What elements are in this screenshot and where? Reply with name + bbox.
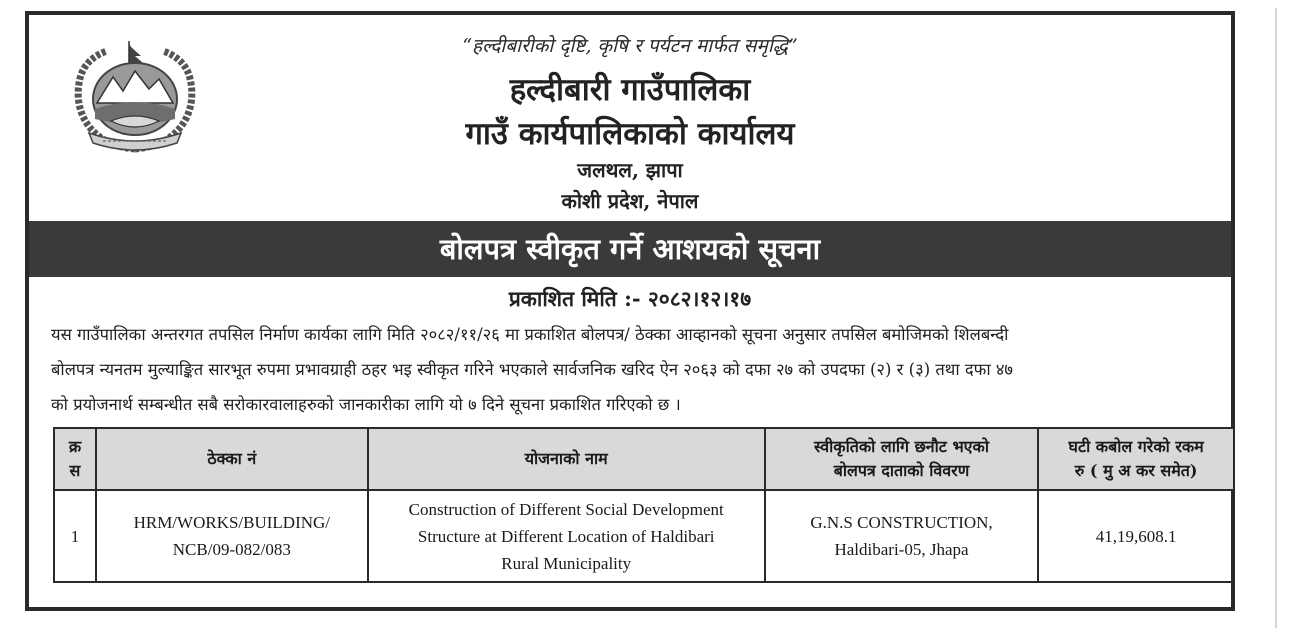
header-contract-number: ठेक्का नं bbox=[96, 428, 368, 490]
notice-body-line: यस गाउँपालिका अन्तरगत तपसिल निर्माण कार्यका लागि मिति २०८२/११/२६ मा प्रकाशित बोलपत्र/ ठेक्का आव्हानको सूचना अनुसार तपसिल बमोजिमको शिलबन्दी bbox=[51, 325, 1009, 344]
header-bidder-details: स्वीकृतिको लागि छनौट भएको बोलपत्र दाताको विवरण bbox=[765, 428, 1039, 490]
header-project-name: योजनाको नाम bbox=[368, 428, 765, 490]
page-edge-rule bbox=[1275, 8, 1277, 628]
cell-serial-number: 1 bbox=[54, 490, 96, 582]
address-line-1: जलथल, झापा bbox=[577, 158, 683, 182]
municipality-name: हल्दीबारी गाउँपालिका bbox=[509, 72, 751, 108]
header-bid-amount: घटी कबोल गरेको रकम रु ( मु अ कर समेत) bbox=[1038, 428, 1234, 490]
notice-title: बोलपत्र स्वीकृत गर्ने आशयको सूचना bbox=[29, 221, 1231, 277]
published-date: प्रकाशित मिति :- २०८२।१२।१७ bbox=[508, 286, 752, 311]
contract-table bbox=[53, 427, 1235, 583]
address-line-2: कोशी प्रदेश, नेपाल bbox=[561, 189, 699, 213]
public-notice bbox=[25, 11, 1235, 611]
notice-body-line: को प्रयोजनार्थ सम्बन्धीत सबै सरोकारवालाहरुको जानकारीका लागि यो ७ दिने सूचना प्रकाशित गरिएको छ । bbox=[51, 395, 681, 414]
cell-bid-amount: 41,19,608.1 bbox=[1038, 490, 1234, 582]
table-header-row bbox=[54, 428, 1234, 490]
header-serial-number: क्र स bbox=[54, 428, 96, 490]
office-name: गाउँ कार्यपालिकाको कार्यालय bbox=[465, 116, 795, 152]
slogan: “हल्दीबारीको दृष्टि, कृषि र पर्यटन मार्फत समृद्धि” bbox=[462, 35, 798, 57]
table-row bbox=[54, 490, 1234, 582]
cell-bidder-details: G.N.S CONSTRUCTION, Haldibari-05, Jhapa bbox=[765, 490, 1039, 582]
cell-contract-number: HRM/WORKS/BUILDING/ NCB/09-082/083 bbox=[96, 490, 368, 582]
cell-project-name: Construction of Different Social Development Structure at Different Location of Haldibari Rural Municipality bbox=[368, 490, 765, 582]
notice-body-line: बोलपत्र न्यनतम मुल्याङ्कित सारभूत रुपमा प्रभावग्राही ठहर भइ स्वीकृत गरिने भएकाले सार्वजनिक खरिद ऐन २०६३ को दफा २७ को उपदफा (२) र (३) तथा दफा ४७ bbox=[51, 360, 1014, 379]
notice-body bbox=[51, 317, 1231, 422]
